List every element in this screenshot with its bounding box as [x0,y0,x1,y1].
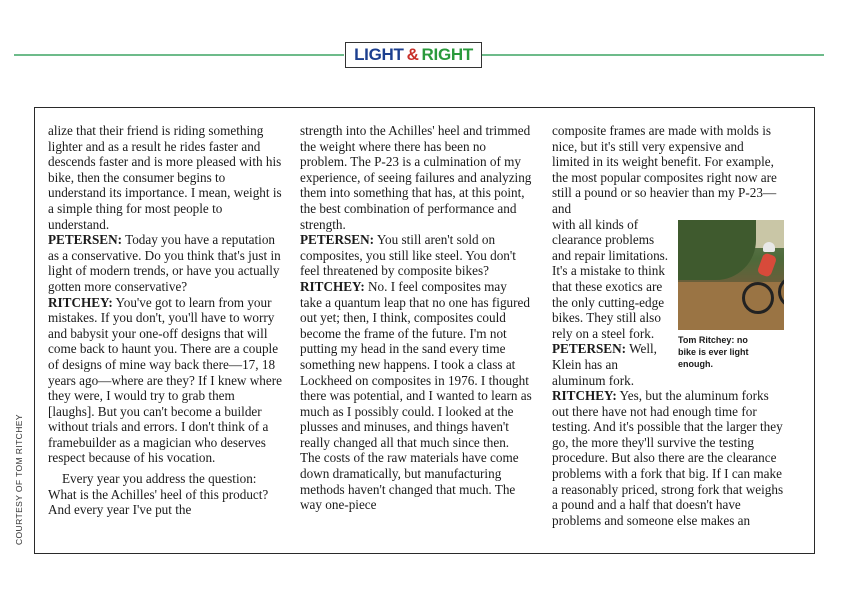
article-column-3 [552,123,784,553]
logo-word-right: RIGHT [421,45,473,64]
answer-text: You still aren't sold on composites, you still like steel. You don't feel threatened by composite bikes? [300,232,516,279]
interview-answer [48,295,282,467]
header-rule-left [14,54,344,56]
speaker-name: PETERSEN: [552,341,627,357]
interview-answer [300,232,532,279]
speaker-name: RITCHEY: [48,294,113,310]
logo-word-light: LIGHT [354,45,404,64]
article-column-2 [300,123,532,553]
column3-bottom-text [552,388,784,528]
answer-text: Today you have a reputation as a conservative. Do you think that's just in light of modern trends, or have you actually gotten more conservative? [48,232,281,294]
photo-block [678,220,784,389]
speaker-name: RITCHEY: [552,388,617,404]
answer-text: Well, Klein has an aluminum fork. [552,341,657,388]
interview-answer [48,232,282,294]
article-column-1 [48,123,282,553]
column3-narrow-text [552,217,672,389]
answer-text: You've got to learn from your mistakes. If you don't, you'll have to worry and babysit your one-off designs that will come back to haunt you. There are a couple of designs of mine way back there—17, 18 years ago—where are they? If I knew where they were, I would try to grab them [laughs]. But you can't become a builder without trials and errors. I don't think of a framebuilder as a magician who deserves respect because of his vocation. [48,294,282,466]
article-paragraph: strength into the Achilles' heel and trimmed the weight where there has been no problem. The P-23 is a culmination of my experience, of seeing failures and analyzing them into something that has, at this point, the best combination of performance and strength. [300,123,532,232]
interview-answer [552,388,784,528]
answer-text: Yes, but the aluminum forks out there have not had enough time for testing. And it's possible that the larger they go, the more they'll survive the testing procedure. But also there are the clearance problems with a fork that big. If I can make a reasonably priced, strong fork that weighs a pound and a half that doesn't have problems and someone else makes an [552,388,784,528]
speaker-name: PETERSEN: [48,232,123,248]
article-paragraph: alize that their friend is riding something lighter and as a result he rides faster and descends faster and is more pleased with his bike, then the consumer begins to understand its importance. I mean, weight is a simple thing for most people to understand. [48,123,282,232]
section-logo [345,42,482,68]
header-rule-right [482,54,824,56]
photo-caption: Tom Ritchey: no bike is ever light enough. [678,334,749,369]
column3-top-paragraph: composite frames are made with molds is nice, but it's still very expensive and limited in its weight benefit. For example, the most popular composites right now are still a pound or so heavier than my P-23—and [552,123,777,216]
column3-photo-row [552,217,784,389]
rider-photo [678,220,784,330]
article-paragraph: Every year you address the question: What is the Achilles' heel of this product? And every year I've put the [48,471,269,518]
answer-text: No. I feel composites may take a quantum leap that no one has figured out yet; then, I think, composites could become the frame of the future. I'm not putting my head in the sand every time something new happens. I took a class at Lockheed on composites in 1976. I thought there was potential, and I wanted to learn as much as I possibly could. I looked at the plusses and minuses, and things haven't really changed all that much since then. The costs of the raw materials have come down dramatically, but manufacturing methods haven't changed that much. The way one-piece [300,278,532,513]
logo-ampersand: & [406,45,419,64]
speaker-name: PETERSEN: [300,232,375,248]
interview-answer [552,341,672,388]
photo-credit: COURTESY OF TOM RITCHEY [14,414,24,545]
interview-answer [300,279,532,513]
speaker-name: RITCHEY: [300,278,365,294]
article-paragraph: with all kinds of clearance problems and repair limitations. It's a mistake to think that these exotics are the only cutting-edge bikes. They still also rely on a steel fork. [552,216,669,341]
